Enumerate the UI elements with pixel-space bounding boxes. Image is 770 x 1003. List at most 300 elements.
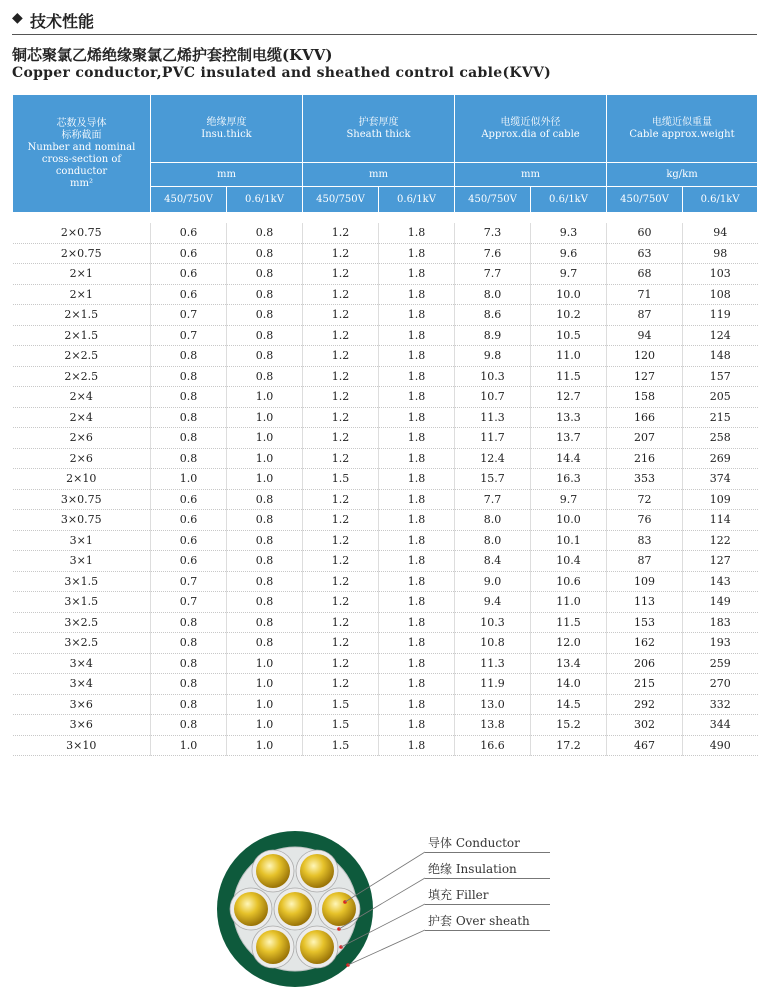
table-cell: 1.8 <box>379 243 455 264</box>
table-cell: 1.2 <box>303 428 379 449</box>
table-row <box>13 530 758 551</box>
table-cell: 10.0 <box>531 510 607 531</box>
table-cell: 11.9 <box>455 674 531 695</box>
table-row <box>13 633 758 654</box>
table-cell: 0.8 <box>227 366 303 387</box>
table-cell: 0.8 <box>151 612 227 633</box>
table-cell: 3×0.75 <box>13 510 151 531</box>
table-cell: 467 <box>607 735 683 756</box>
table-cell: 0.8 <box>227 264 303 285</box>
table-cell: 94 <box>683 223 758 243</box>
table-cell: 0.7 <box>151 325 227 346</box>
table-cell: 2×0.75 <box>13 243 151 264</box>
diamond-icon: ◆ <box>12 10 23 26</box>
table-cell: 0.6 <box>151 284 227 305</box>
core <box>296 926 338 968</box>
table-cell: 1.2 <box>303 407 379 428</box>
table-cell: 1.0 <box>227 735 303 756</box>
voltage-header: 0.6/1kV <box>683 187 758 213</box>
table-cell: 1.8 <box>379 346 455 367</box>
table-cell: 2×1.5 <box>13 305 151 326</box>
table-cell: 87 <box>607 551 683 572</box>
table-cell: 215 <box>607 674 683 695</box>
table-cell: 7.3 <box>455 223 531 243</box>
table-cell: 1.2 <box>303 243 379 264</box>
table-cell: 13.4 <box>531 653 607 674</box>
table-cell: 11.0 <box>531 592 607 613</box>
table-cell: 2×1 <box>13 264 151 285</box>
table-cell: 1.2 <box>303 284 379 305</box>
voltage-header: 0.6/1kV <box>379 187 455 213</box>
table-cell: 1.2 <box>303 448 379 469</box>
table-cell: 1.2 <box>303 223 379 243</box>
table-cell: 10.7 <box>455 387 531 408</box>
table-cell: 1.0 <box>227 428 303 449</box>
core <box>230 888 272 930</box>
table-cell: 14.5 <box>531 694 607 715</box>
table-cell: 1.8 <box>379 551 455 572</box>
table-row <box>13 325 758 346</box>
table-cell: 103 <box>683 264 758 285</box>
table-cell: 1.8 <box>379 325 455 346</box>
table-cell: 109 <box>607 571 683 592</box>
pointer-dot <box>343 900 347 904</box>
table-cell: 124 <box>683 325 758 346</box>
table-cell: 158 <box>607 387 683 408</box>
table-cell: 11.0 <box>531 346 607 367</box>
table-cell: 2×4 <box>13 387 151 408</box>
table-row <box>13 346 758 367</box>
table-body <box>13 213 758 756</box>
legend-underline <box>425 904 550 905</box>
table-cell: 1.2 <box>303 653 379 674</box>
table-cell: 1.2 <box>303 325 379 346</box>
table-cell: 113 <box>607 592 683 613</box>
table-cell: 2×4 <box>13 407 151 428</box>
table-cell: 12.4 <box>455 448 531 469</box>
table-cell: 3×1 <box>13 530 151 551</box>
table-cell: 1.2 <box>303 387 379 408</box>
table-cell: 0.8 <box>151 407 227 428</box>
table-cell: 2×10 <box>13 469 151 490</box>
table-cell: 0.6 <box>151 510 227 531</box>
table-cell: 1.8 <box>379 510 455 531</box>
table-cell: 143 <box>683 571 758 592</box>
table-cell: 9.3 <box>531 223 607 243</box>
table-cell: 1.0 <box>227 407 303 428</box>
table-cell: 122 <box>683 530 758 551</box>
table-cell: 63 <box>607 243 683 264</box>
table-row <box>13 653 758 674</box>
table-cell: 162 <box>607 633 683 654</box>
table-cell: 10.6 <box>531 571 607 592</box>
table-cell: 1.0 <box>151 469 227 490</box>
table-row <box>13 510 758 531</box>
table-cell: 1.8 <box>379 735 455 756</box>
table-cell: 14.4 <box>531 448 607 469</box>
table-cell: 1.0 <box>151 735 227 756</box>
table-cell: 68 <box>607 264 683 285</box>
table-cell: 13.3 <box>531 407 607 428</box>
table-cell: 1.2 <box>303 264 379 285</box>
legend-over-sheath: 护套 Over sheath <box>428 914 530 928</box>
header-core: 芯数及导体 标称截面 Number and nominal cross-section of conductor mm² <box>13 95 151 213</box>
table-cell: 1.2 <box>303 305 379 326</box>
pointer-dot <box>346 963 350 967</box>
table-cell: 11.7 <box>455 428 531 449</box>
table-cell: 1.8 <box>379 387 455 408</box>
table-cell: 1.8 <box>379 571 455 592</box>
table-cell: 0.8 <box>227 592 303 613</box>
table-cell: 9.8 <box>455 346 531 367</box>
table-cell: 11.3 <box>455 407 531 428</box>
table-cell: 157 <box>683 366 758 387</box>
table-cell: 3×1.5 <box>13 571 151 592</box>
table-cell: 7.7 <box>455 264 531 285</box>
table-cell: 0.8 <box>151 346 227 367</box>
table-cell: 10.3 <box>455 366 531 387</box>
table-cell: 269 <box>683 448 758 469</box>
table-cell: 149 <box>683 592 758 613</box>
table-cell: 10.4 <box>531 551 607 572</box>
header-sheath: 护套厚度 Sheath thick <box>303 95 455 163</box>
table-cell: 11.3 <box>455 653 531 674</box>
table-row <box>13 735 758 756</box>
table-cell: 0.6 <box>151 530 227 551</box>
table-cell: 2×6 <box>13 448 151 469</box>
table-cell: 8.0 <box>455 530 531 551</box>
table-row <box>13 674 758 695</box>
table-cell: 1.8 <box>379 489 455 510</box>
table-row <box>13 264 758 285</box>
spec-table <box>12 94 758 756</box>
table-cell: 1.8 <box>379 469 455 490</box>
table-cell: 148 <box>683 346 758 367</box>
table-cell: 0.8 <box>151 694 227 715</box>
table-cell: 1.8 <box>379 366 455 387</box>
table-cell: 0.6 <box>151 223 227 243</box>
table-cell: 344 <box>683 715 758 736</box>
table-cell: 1.2 <box>303 510 379 531</box>
pointer-dot <box>339 945 343 949</box>
table-cell: 1.2 <box>303 489 379 510</box>
table-cell: 2×1 <box>13 284 151 305</box>
table-cell: 9.4 <box>455 592 531 613</box>
table-cell: 13.7 <box>531 428 607 449</box>
table-cell: 119 <box>683 305 758 326</box>
table-cell: 0.8 <box>227 530 303 551</box>
table-cell: 10.3 <box>455 612 531 633</box>
table-cell: 12.0 <box>531 633 607 654</box>
table-cell: 8.9 <box>455 325 531 346</box>
table-cell: 10.1 <box>531 530 607 551</box>
pointer-dot <box>337 927 341 931</box>
table-cell: 0.7 <box>151 305 227 326</box>
table-cell: 2×0.75 <box>13 223 151 243</box>
cable-cross-section <box>215 825 375 990</box>
table-cell: 0.8 <box>227 346 303 367</box>
table-cell: 15.2 <box>531 715 607 736</box>
table-cell: 17.2 <box>531 735 607 756</box>
table-cell: 10.8 <box>455 633 531 654</box>
voltage-header: 450/750V <box>455 187 531 213</box>
table-cell: 1.0 <box>227 387 303 408</box>
table-cell: 0.8 <box>227 551 303 572</box>
table-cell: 0.8 <box>151 428 227 449</box>
table-cell: 0.8 <box>227 284 303 305</box>
table-cell: 0.8 <box>227 223 303 243</box>
table-cell: 0.8 <box>227 510 303 531</box>
table-cell: 3×6 <box>13 694 151 715</box>
table-cell: 490 <box>683 735 758 756</box>
table-cell: 9.6 <box>531 243 607 264</box>
table-cell: 1.8 <box>379 530 455 551</box>
table-cell: 15.7 <box>455 469 531 490</box>
table-cell: 0.7 <box>151 592 227 613</box>
table-cell: 10.0 <box>531 284 607 305</box>
core <box>252 850 294 892</box>
table-cell: 8.4 <box>455 551 531 572</box>
table-cell: 1.8 <box>379 674 455 695</box>
table-cell: 374 <box>683 469 758 490</box>
table-cell: 0.8 <box>227 243 303 264</box>
table-row <box>13 571 758 592</box>
table-cell: 94 <box>607 325 683 346</box>
table-cell: 14.0 <box>531 674 607 695</box>
table-cell: 1.8 <box>379 633 455 654</box>
table-cell: 9.7 <box>531 489 607 510</box>
table-row <box>13 612 758 633</box>
table-cell: 127 <box>607 366 683 387</box>
table-cell: 207 <box>607 428 683 449</box>
table-cell: 0.8 <box>151 674 227 695</box>
table-cell: 0.6 <box>151 243 227 264</box>
table-cell: 127 <box>683 551 758 572</box>
section-header <box>12 8 757 35</box>
table-row <box>13 305 758 326</box>
table-cell: 1.0 <box>227 715 303 736</box>
table-cell: 292 <box>607 694 683 715</box>
table-cell: 0.8 <box>227 489 303 510</box>
table-cell: 0.8 <box>151 448 227 469</box>
title-chinese: 铜芯聚氯乙烯绝缘聚氯乙烯护套控制电缆(KVV) <box>12 46 333 64</box>
table-cell: 1.0 <box>227 469 303 490</box>
table-cell: 2×2.5 <box>13 346 151 367</box>
table-cell: 1.8 <box>379 223 455 243</box>
header-diameter: 电缆近似外径 Approx.dia of cable <box>455 95 607 163</box>
table-cell: 1.5 <box>303 735 379 756</box>
table-cell: 153 <box>607 612 683 633</box>
table-cell: 1.0 <box>227 674 303 695</box>
table-cell: 11.5 <box>531 612 607 633</box>
table-cell: 0.6 <box>151 264 227 285</box>
voltage-header: 450/750V <box>151 187 227 213</box>
voltage-header: 450/750V <box>303 187 379 213</box>
table-cell: 0.6 <box>151 489 227 510</box>
table-cell: 0.8 <box>151 387 227 408</box>
table-cell: 3×4 <box>13 674 151 695</box>
unit-insulation: mm <box>151 163 303 187</box>
table-cell: 120 <box>607 346 683 367</box>
table-cell: 0.7 <box>151 571 227 592</box>
table-row <box>13 551 758 572</box>
table-cell: 1.5 <box>303 694 379 715</box>
legend-underline <box>425 852 550 853</box>
table-cell: 11.5 <box>531 366 607 387</box>
table-cell: 1.2 <box>303 674 379 695</box>
core <box>252 926 294 968</box>
table-row <box>13 366 758 387</box>
table-cell: 10.5 <box>531 325 607 346</box>
table-cell: 1.2 <box>303 530 379 551</box>
table-cell: 8.6 <box>455 305 531 326</box>
table-cell: 109 <box>683 489 758 510</box>
table-cell: 0.8 <box>151 366 227 387</box>
table-cell: 166 <box>607 407 683 428</box>
table-cell: 216 <box>607 448 683 469</box>
table-cell: 0.8 <box>151 715 227 736</box>
table-row <box>13 407 758 428</box>
table-cell: 1.8 <box>379 592 455 613</box>
table-cell: 332 <box>683 694 758 715</box>
table-row <box>13 694 758 715</box>
table-cell: 13.8 <box>455 715 531 736</box>
table-cell: 114 <box>683 510 758 531</box>
table-cell: 2×6 <box>13 428 151 449</box>
table-row <box>13 223 758 243</box>
table-cell: 72 <box>607 489 683 510</box>
table-cell: 0.8 <box>227 325 303 346</box>
table-cell: 1.5 <box>303 715 379 736</box>
table-cell: 9.0 <box>455 571 531 592</box>
table-cell: 16.3 <box>531 469 607 490</box>
table-row <box>13 469 758 490</box>
table-row <box>13 448 758 469</box>
table-cell: 108 <box>683 284 758 305</box>
table-cell: 7.7 <box>455 489 531 510</box>
table-cell: 1.8 <box>379 407 455 428</box>
table-cell: 0.8 <box>227 633 303 654</box>
table-cell: 3×2.5 <box>13 612 151 633</box>
table-row <box>13 715 758 736</box>
table-cell: 258 <box>683 428 758 449</box>
legend-underline <box>425 930 550 931</box>
table-cell: 98 <box>683 243 758 264</box>
table-cell: 1.2 <box>303 592 379 613</box>
table-cell: 3×1.5 <box>13 592 151 613</box>
table-cell: 8.0 <box>455 284 531 305</box>
table-cell: 183 <box>683 612 758 633</box>
table-cell: 215 <box>683 407 758 428</box>
table-cell: 0.8 <box>151 633 227 654</box>
unit-weight: kg/km <box>607 163 758 187</box>
table-cell: 1.2 <box>303 346 379 367</box>
table-cell: 1.2 <box>303 551 379 572</box>
table-cell: 3×1 <box>13 551 151 572</box>
table-cell: 2×1.5 <box>13 325 151 346</box>
table-cell: 1.8 <box>379 715 455 736</box>
section-title: 技术性能 <box>30 12 95 31</box>
table-cell: 0.8 <box>151 653 227 674</box>
table-cell: 1.8 <box>379 284 455 305</box>
table-cell: 3×10 <box>13 735 151 756</box>
table-cell: 193 <box>683 633 758 654</box>
voltage-header: 450/750V <box>607 187 683 213</box>
legend-underline <box>425 878 550 879</box>
table-cell: 302 <box>607 715 683 736</box>
table-cell: 3×2.5 <box>13 633 151 654</box>
header-insulation: 绝缘厚度 Insu.thick <box>151 95 303 163</box>
table-row <box>13 387 758 408</box>
table-row <box>13 428 758 449</box>
core <box>318 888 360 930</box>
table-cell: 1.2 <box>303 571 379 592</box>
table-row <box>13 243 758 264</box>
table-cell: 353 <box>607 469 683 490</box>
table-cell: 206 <box>607 653 683 674</box>
table-cell: 83 <box>607 530 683 551</box>
voltage-header: 0.6/1kV <box>531 187 607 213</box>
unit-sheath: mm <box>303 163 455 187</box>
core <box>296 850 338 892</box>
table-cell: 10.2 <box>531 305 607 326</box>
table-cell: 0.8 <box>227 571 303 592</box>
table-cell: 3×0.75 <box>13 489 151 510</box>
table-cell: 3×4 <box>13 653 151 674</box>
table-cell: 1.2 <box>303 366 379 387</box>
table-cell: 71 <box>607 284 683 305</box>
voltage-header: 0.6/1kV <box>227 187 303 213</box>
table-cell: 1.8 <box>379 428 455 449</box>
table-row <box>13 489 758 510</box>
table-cell: 1.8 <box>379 612 455 633</box>
core <box>274 888 316 930</box>
table-cell: 1.8 <box>379 264 455 285</box>
table-cell: 1.8 <box>379 305 455 326</box>
header-weight: 电缆近似重量 Cable approx.weight <box>607 95 758 163</box>
title-english: Copper conductor,PVC insulated and sheathed control cable(KVV) <box>12 65 552 81</box>
table-cell: 3×6 <box>13 715 151 736</box>
table-cell: 0.8 <box>227 305 303 326</box>
table-row <box>13 284 758 305</box>
table-cell: 1.0 <box>227 653 303 674</box>
table-cell: 1.8 <box>379 448 455 469</box>
unit-diameter: mm <box>455 163 607 187</box>
table-cell: 1.0 <box>227 694 303 715</box>
table-cell: 1.2 <box>303 612 379 633</box>
table-cell: 1.8 <box>379 694 455 715</box>
table-cell: 16.6 <box>455 735 531 756</box>
table-cell: 60 <box>607 223 683 243</box>
table-cell: 9.7 <box>531 264 607 285</box>
table-cell: 259 <box>683 653 758 674</box>
table-cell: 270 <box>683 674 758 695</box>
table-cell: 1.2 <box>303 633 379 654</box>
table-cell: 12.7 <box>531 387 607 408</box>
table-cell: 1.0 <box>227 448 303 469</box>
table-cell: 0.8 <box>227 612 303 633</box>
table-cell: 87 <box>607 305 683 326</box>
table-cell: 0.6 <box>151 551 227 572</box>
table-cell: 8.0 <box>455 510 531 531</box>
table-cell: 205 <box>683 387 758 408</box>
table-row <box>13 592 758 613</box>
table-cell: 1.5 <box>303 469 379 490</box>
table-cell: 1.8 <box>379 653 455 674</box>
legend-filler: 填充 Filler <box>428 888 489 902</box>
table-cell: 7.6 <box>455 243 531 264</box>
legend-conductor: 导体 Conductor <box>428 836 520 850</box>
